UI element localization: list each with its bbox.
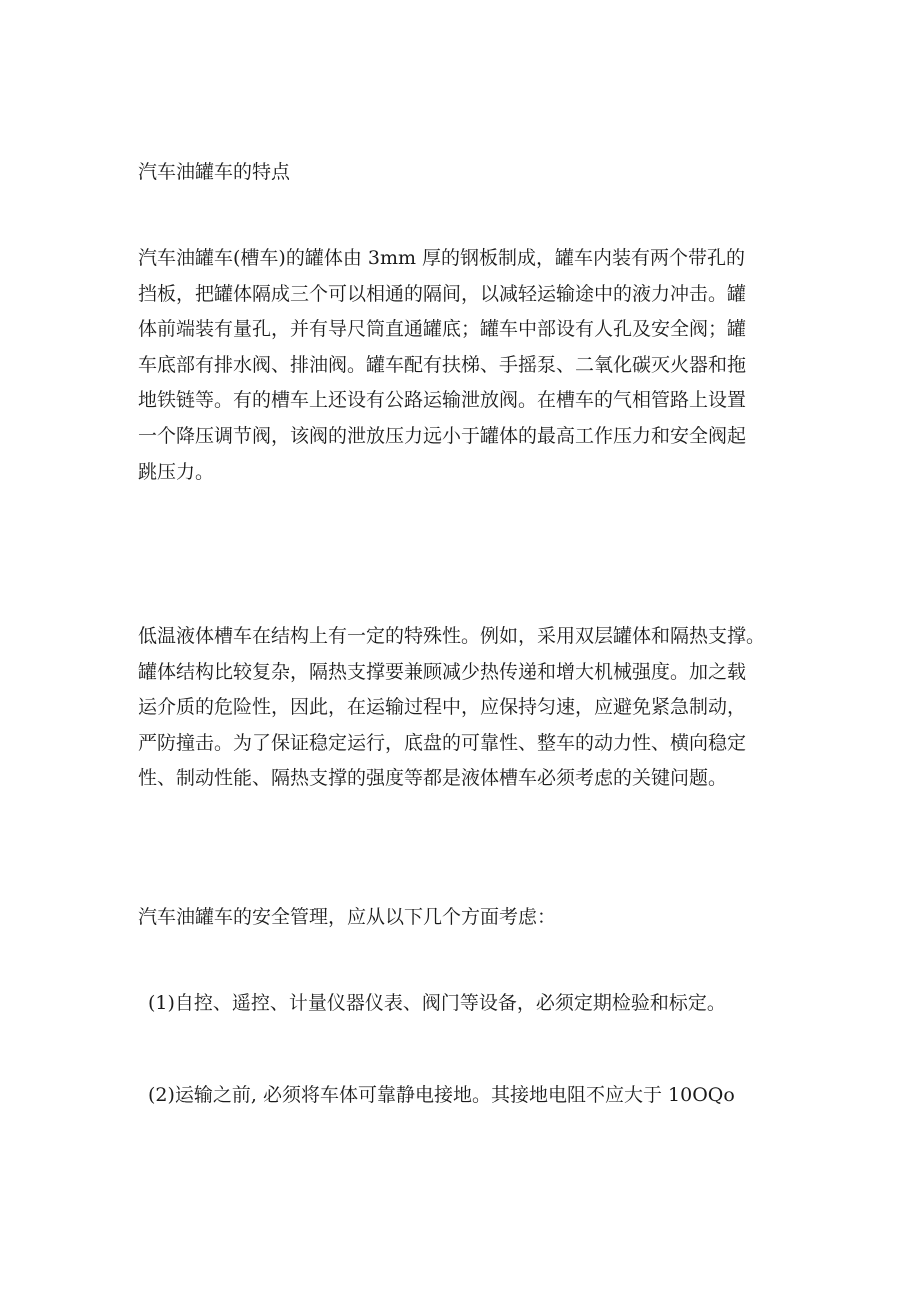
list-item: (1)自控、遥控、计量仪器仪表、阀门等设备，必须定期检验和标定。: [148, 992, 726, 1014]
paragraph-line: 一个降压调节阀，该阀的泄放压力远小于罐体的最高工作压力和安全阀起: [138, 424, 747, 447]
paragraph-safety-intro: 汽车油罐车的安全管理，应从以下几个方面考虑：: [138, 906, 557, 928]
paragraph-line: 挡板，把罐体隔成三个可以相通的隔间，以减轻运输途中的液力冲击。罐: [138, 282, 747, 305]
paragraph-line: 汽车油罐车(槽车)的罐体由 3mm 厚的钢板制成，罐车内装有两个带孔的: [138, 247, 746, 269]
paragraph-line: 车底部有排水阀、排油阀。罐车配有扶梯、手摇泵、二氧化碳灭火器和拖: [138, 353, 747, 376]
paragraph-line: 体前端装有量孔，并有导尺筒直通罐底；罐车中部设有人孔及安全阀；罐: [138, 318, 747, 341]
document-title: 汽车油罐车的特点: [138, 161, 291, 183]
paragraph-line: 低温液体槽车在结构上有一定的特殊性。例如，采用双层罐体和隔热支撑。: [138, 625, 766, 647]
paragraph-line: 地铁链等。有的槽车上还设有公路运输泄放阀。在槽车的气相管路上设置: [138, 389, 747, 412]
paragraph-cryogenic-tanker: [138, 619, 798, 797]
paragraph-tank-features: [138, 241, 798, 490]
paragraph-line: 严防撞击。为了保证稳定运行，底盘的可靠性、整车的动力性、横向稳定: [138, 731, 747, 754]
paragraph-line: 性、制动性能、隔热支撑的强度等都是液体槽车必须考虑的关键问题。: [138, 767, 728, 790]
list-item: (2)运输之前, 必须将车体可靠静电接地。其接地电阻不应大于 10OQo: [148, 1084, 735, 1106]
paragraph-line: 罐体结构比较复杂，隔热支撑要兼顾减少热传递和增大机械强度。加之载: [138, 660, 747, 683]
paragraph-line: 跳压力。: [138, 460, 215, 483]
paragraph-line: 运介质的危险性，因此，在运输过程中，应保持匀速，应避免紧急制动，: [138, 696, 747, 719]
